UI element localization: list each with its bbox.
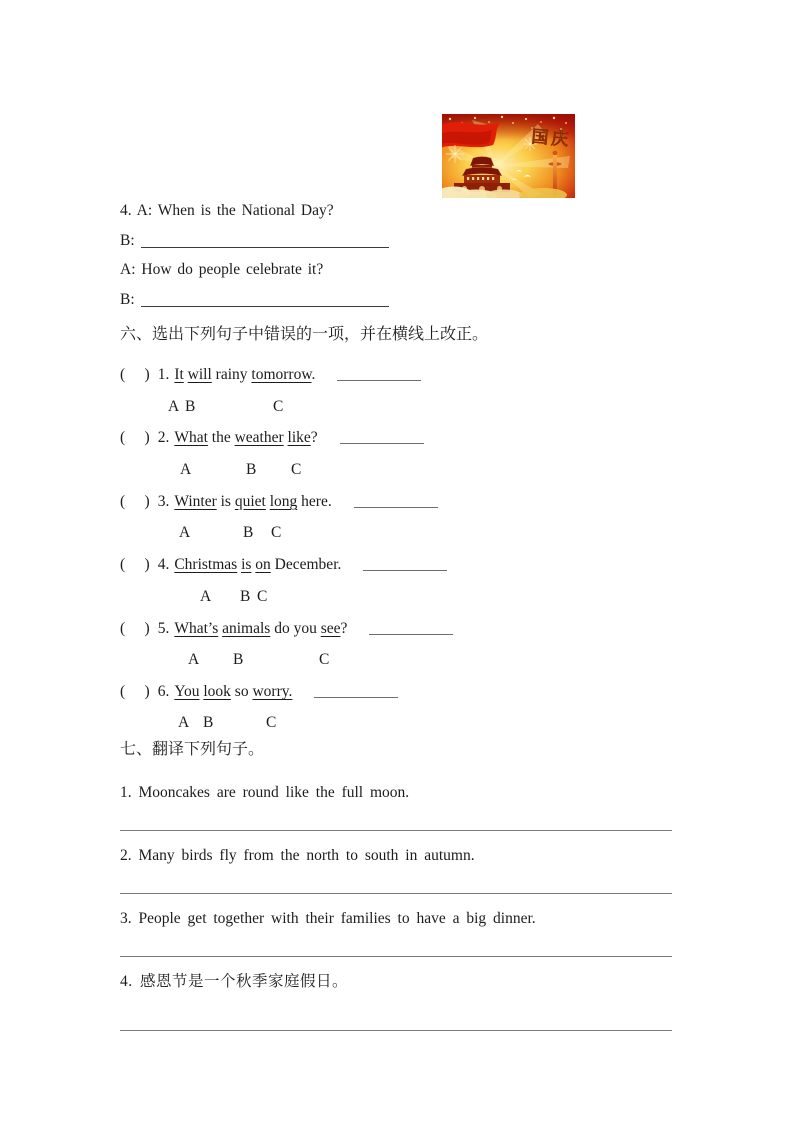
- underlined-word: like: [287, 429, 311, 447]
- option-letter-row: [120, 517, 720, 549]
- option-letter-c: C: [266, 714, 277, 732]
- sentence-text: .: [311, 366, 316, 383]
- error-correction-sentence-row: [120, 613, 720, 645]
- translation-answer-line[interactable]: [120, 1030, 672, 1031]
- underlined-word: long: [269, 492, 298, 510]
- underlined-word: You: [174, 682, 200, 700]
- answer-blank-line-2[interactable]: [141, 294, 389, 307]
- translation-item: [120, 843, 672, 894]
- option-letter-b: B: [203, 714, 214, 732]
- translation-sentence: 2. Many birds fly from the north to south in autumn.: [120, 847, 475, 864]
- item-number: 6.: [157, 682, 170, 700]
- section-six-items: [120, 359, 720, 739]
- underlined-word: look: [203, 682, 231, 700]
- correction-blank-line[interactable]: [354, 496, 438, 508]
- option-letter-row: [120, 708, 720, 740]
- error-correction-item: [120, 613, 720, 676]
- error-correction-item: [120, 486, 720, 549]
- item-number: 3.: [157, 492, 170, 510]
- sentence-text: December.: [270, 556, 342, 574]
- option-letter-row: [120, 581, 720, 613]
- section-seven-translation: [120, 737, 672, 1032]
- error-correction-sentence-row: [120, 359, 720, 391]
- option-letter-row: [120, 454, 720, 486]
- option-letter-c: C: [291, 460, 302, 478]
- red-flag-icon: [442, 122, 500, 148]
- answer-parentheses[interactable]: ( ): [120, 556, 150, 574]
- option-letter-a: A: [179, 524, 191, 542]
- option-letter-b: B: [233, 651, 244, 669]
- translation-sentence: 1. Mooncakes are round like the full moon.: [120, 784, 410, 801]
- option-letter-row: [120, 644, 720, 676]
- q4-question-when: 4. A: When is the National Day?: [120, 202, 334, 219]
- translation-answer-line[interactable]: [120, 956, 672, 957]
- sentence-text: is: [216, 492, 235, 510]
- translation-item: [120, 969, 672, 1031]
- option-letter-a: A: [168, 397, 180, 415]
- error-correction-item: [120, 359, 720, 422]
- option-letter-b: B: [243, 524, 254, 542]
- answer-blank-line-1[interactable]: [141, 235, 389, 248]
- correction-blank-line[interactable]: [340, 432, 424, 444]
- q4-b-prefix-1: B:: [120, 231, 135, 249]
- section-seven-items: [120, 780, 672, 1031]
- error-correction-item: [120, 549, 720, 612]
- q4-answer-row-1: [120, 226, 680, 256]
- q4-b-prefix-2: B:: [120, 291, 135, 309]
- translation-sentence: 4. 感恩节是一个秋季家庭假日。: [120, 973, 349, 990]
- answer-parentheses[interactable]: ( ): [120, 619, 150, 637]
- option-letter-c: C: [319, 651, 330, 669]
- option-letter-c: C: [273, 397, 284, 415]
- item-number: 5.: [157, 619, 170, 637]
- section-six-error-correction: [120, 325, 720, 739]
- sentence-text: rainy: [211, 366, 252, 383]
- q4-question-how: A: How do people celebrate it?: [120, 261, 324, 279]
- option-letter-c: C: [271, 524, 282, 542]
- section-seven-heading: 七、翻译下列句子。: [120, 741, 265, 758]
- option-letter-row: [120, 391, 720, 423]
- option-letter-b: B: [185, 397, 196, 415]
- answer-parentheses[interactable]: ( ): [120, 366, 150, 383]
- option-letter-c: C: [257, 587, 268, 605]
- underlined-word: quiet: [234, 492, 266, 510]
- question-4-dialogue: [120, 196, 680, 315]
- error-correction-item: [120, 422, 720, 485]
- correction-blank-line[interactable]: [369, 623, 453, 635]
- error-correction-sentence-row: [120, 549, 720, 581]
- option-letter-b: B: [240, 587, 251, 605]
- sentence-text: so: [230, 682, 253, 700]
- underlined-word: tomorrow: [251, 366, 312, 383]
- item-number: 4.: [157, 556, 170, 574]
- error-correction-sentence-row: [120, 486, 720, 518]
- underlined-word: will: [187, 366, 212, 383]
- sentence-text: the: [207, 429, 235, 447]
- answer-parentheses[interactable]: ( ): [120, 429, 150, 447]
- item-number: 1.: [157, 366, 170, 383]
- answer-parentheses[interactable]: ( ): [120, 682, 150, 700]
- answer-parentheses[interactable]: ( ): [120, 492, 150, 510]
- item-number: 2.: [157, 429, 170, 447]
- underlined-word: What’s: [174, 619, 219, 637]
- national-day-calligraphy: 国庆: [530, 127, 573, 150]
- underlined-word: What: [174, 429, 208, 447]
- underlined-word: It: [174, 366, 184, 383]
- error-correction-sentence-row: [120, 676, 720, 708]
- correction-blank-line[interactable]: [314, 686, 398, 698]
- translation-item: [120, 906, 672, 957]
- option-letter-b: B: [246, 460, 257, 478]
- correction-blank-line[interactable]: [337, 369, 421, 381]
- section-six-heading: 六、选出下列句子中错误的一项，并在横线上改正。: [120, 326, 489, 343]
- underlined-word: animals: [222, 619, 271, 637]
- error-correction-item: [120, 676, 720, 739]
- underlined-word: is: [241, 556, 252, 574]
- underlined-word: Christmas: [174, 556, 238, 574]
- underlined-word: Winter: [174, 492, 217, 510]
- error-correction-sentence-row: [120, 422, 720, 454]
- sentence-text: here.: [297, 492, 332, 510]
- option-letter-a: A: [178, 714, 190, 732]
- translation-answer-line[interactable]: [120, 830, 672, 831]
- q4-answer-row-2: [120, 285, 680, 315]
- underlined-word: see: [320, 619, 341, 637]
- national-day-poster: [442, 114, 575, 198]
- sentence-text: do you: [270, 619, 321, 637]
- translation-sentence: 3. People get together with their families to have a big dinner.: [120, 910, 536, 927]
- option-letter-a: A: [180, 460, 192, 478]
- translation-item: [120, 780, 672, 831]
- sentence-text: ?: [340, 619, 348, 637]
- underlined-word: weather: [234, 429, 284, 447]
- translation-answer-line[interactable]: [120, 893, 672, 894]
- option-letter-a: A: [200, 587, 212, 605]
- underlined-word: on: [255, 556, 271, 574]
- sentence-text: ?: [310, 429, 318, 447]
- option-letter-a: A: [188, 651, 200, 669]
- underlined-word: worry.: [252, 682, 293, 700]
- correction-blank-line[interactable]: [363, 559, 447, 571]
